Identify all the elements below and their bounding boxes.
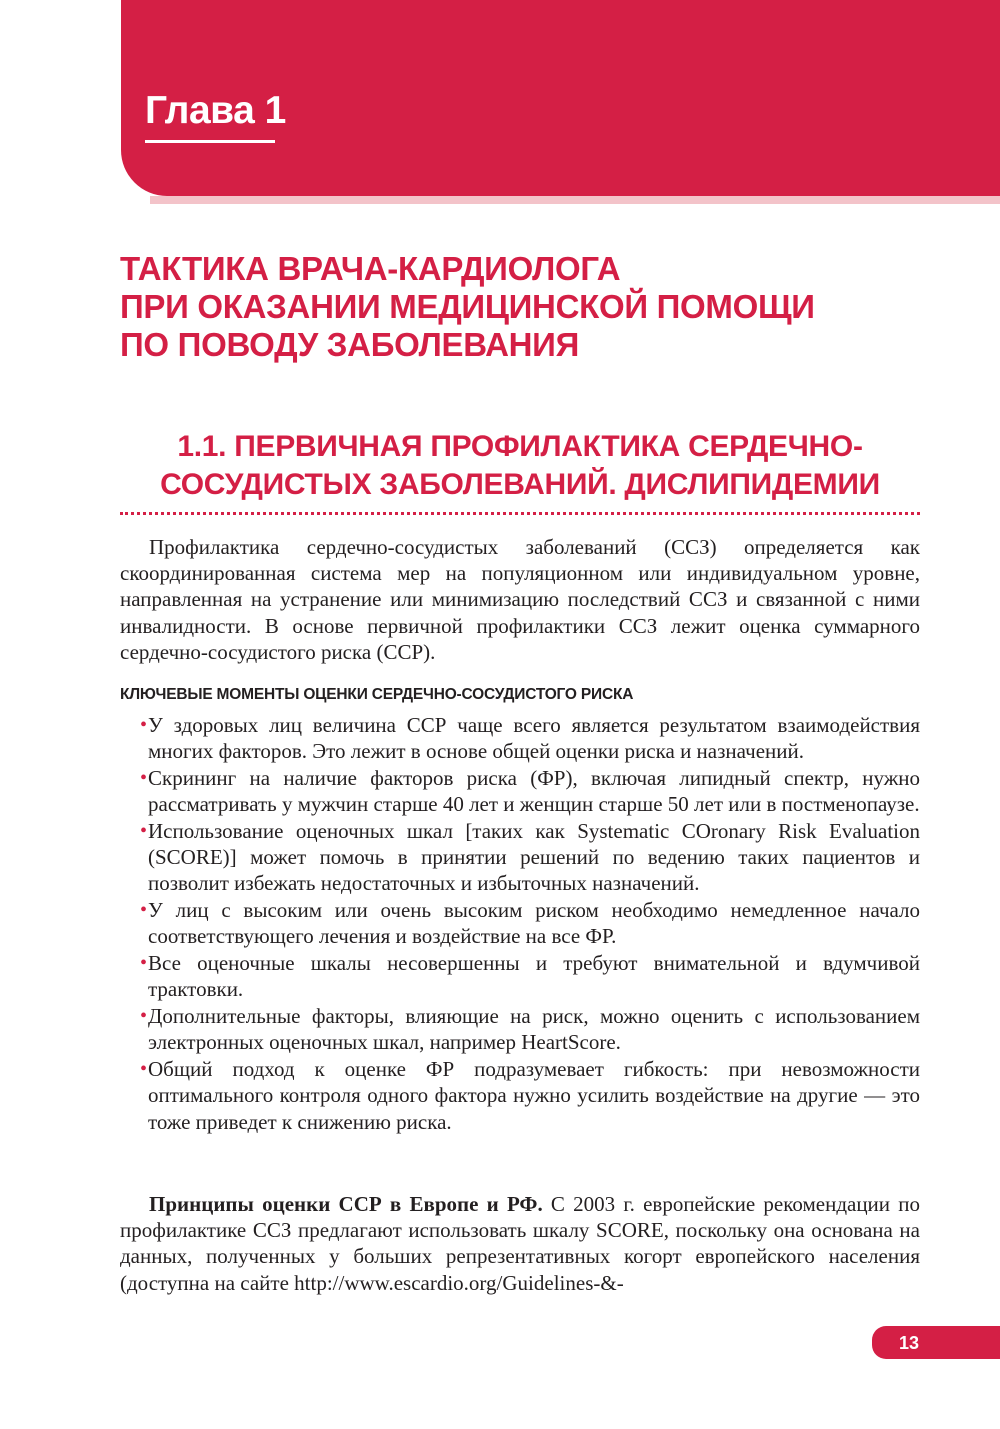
- chapter-title-line: ПРИ ОКАЗАНИИ МЕДИЦИНСКОЙ ПОМОЩИ: [120, 288, 815, 325]
- list-item: [120, 765, 920, 817]
- key-points-heading: КЛЮЧЕВЫЕ МОМЕНТЫ ОЦЕНКИ СЕРДЕЧНО-СОСУДИСТОГО РИСКА: [120, 686, 634, 703]
- principles-lead: Принципы оценки ССР в Европе и РФ.: [149, 1192, 543, 1216]
- list-item: [120, 818, 920, 897]
- list-item: [120, 1003, 920, 1055]
- section-title-line: 1.1. ПЕРВИЧНАЯ ПРОФИЛАКТИКА СЕРДЕЧНО-: [177, 430, 863, 463]
- principles-text: С 2003 г. европейские рекомендации по профилактике ССЗ предлагают использовать шкалу SCORE, поскольку она основана на данных, полученных у больших репрезентативных когорт европейского населения (доступна на сайте http://www.escardio.org/Guidelines-&-: [120, 1192, 920, 1295]
- list-item: [120, 897, 920, 949]
- dotted-divider: [120, 512, 920, 515]
- chapter-title-line: ТАКТИКА ВРАЧА-КАРДИОЛОГА: [120, 250, 621, 287]
- bullet-icon: •: [140, 714, 148, 736]
- section-title: [120, 428, 920, 504]
- list-item-text: У здоровых лиц величина ССР чаще всего является результатом взаимодействия многих факторов. Это лежит в основе общей оценки риска и назначений.: [148, 713, 920, 764]
- list-item: [120, 712, 920, 764]
- list-item-text: Использование оценочных шкал [таких как Systematic COronary Risk Evaluation (SCORE)] может помочь в принятии решений по ведению таких пациентов и позволит избежать недостаточных и избыточных назначений.: [148, 819, 920, 896]
- principles-paragraph: [120, 1191, 920, 1296]
- list-item-text: Все оценочные шкалы несовершенны и требуют внимательной и вдумчивой трактовки.: [148, 951, 920, 1002]
- section-title-line: СОСУДИСТЫХ ЗАБОЛЕВАНИЙ. ДИСЛИПИДЕМИИ: [160, 468, 880, 501]
- chapter-title-line: ПО ПОВОДУ ЗАБОЛЕВАНИЯ: [120, 326, 580, 363]
- chapter-label-underline: [145, 140, 275, 143]
- list-item-text: Скрининг на наличие факторов риска (ФР), включая липидный спектр, нужно рассматривать у мужчин старше 40 лет и женщин старше 50 лет или в постменопаузе.: [148, 766, 920, 817]
- list-item-text: У лиц с высоким или очень высоким риском необходимо немедленное начало соответствующего лечения и воздействие на все ФР.: [148, 898, 920, 949]
- intro-paragraph: Профилактика сердечно-сосудистых заболеваний (ССЗ) определяется как скоординированная система мер на популяционном или индивидуальном уровне, направленная на устранение или минимизацию последствий ССЗ и связанной с ними инвалидности. В основе первичной профилактики ССЗ лежит оценка суммарного сердечно-сосудистого риска (ССР).: [120, 535, 920, 664]
- page-number: 13: [898, 1333, 920, 1353]
- bullet-icon: •: [140, 1058, 148, 1081]
- bullet-icon: •: [140, 767, 148, 789]
- list-item: [120, 1056, 920, 1135]
- list-item-text: Общий подход к оценке ФР подразумевает гибкость: при невозможности оптимального контроля одного фактора нужно усилить воздействие на другие — это тоже приведет к снижению риска.: [148, 1057, 920, 1134]
- list-item: [120, 950, 920, 1002]
- bullet-icon: •: [140, 820, 148, 842]
- chapter-label: Глава 1: [145, 89, 286, 132]
- chapter-title: [120, 250, 940, 364]
- bullet-icon: •: [140, 1005, 148, 1028]
- bullet-icon: •: [140, 899, 148, 922]
- key-points-list: [120, 712, 920, 1135]
- list-item-text: Дополнительные факторы, влияющие на риск, можно оценить с использованием электронных оценочных шкал, например HeartScore.: [148, 1004, 920, 1055]
- banner-shadow: [150, 196, 1000, 204]
- bullet-icon: •: [140, 952, 148, 975]
